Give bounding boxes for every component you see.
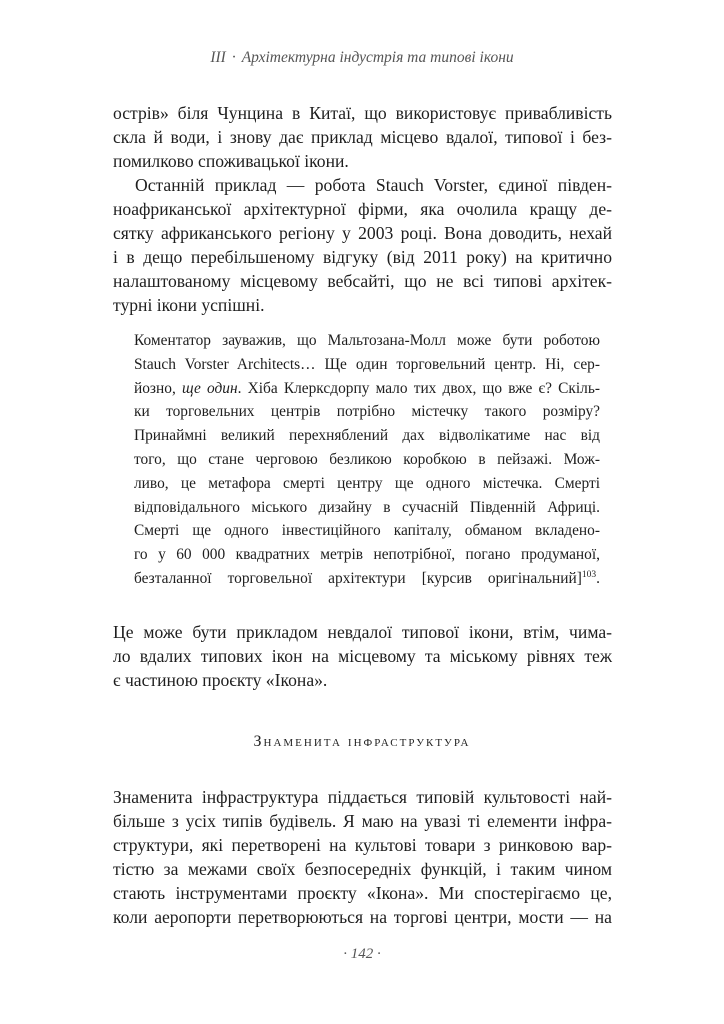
text-line: ло вдалих типових ікон на місцевому та міському рівнях теж	[113, 646, 612, 666]
section-heading: Знаменита інфраструктура	[253, 733, 471, 750]
quote-line: го у 60 000 квадратних метрів непотрібної, погано продуманої,	[134, 546, 600, 564]
quote-text: йозно,	[134, 379, 182, 397]
running-header	[0, 49, 724, 67]
chapter-number: III	[210, 49, 226, 66]
text-line: помилково споживацької ікони.	[113, 151, 349, 171]
text-line: тістю за межами своїх безпосередніх функцій, і таким чином	[113, 859, 612, 879]
header-separator: ·	[231, 49, 236, 66]
text-line: більше з усіх типів будівель. Я маю на увазі ті елементи інфра-	[113, 811, 612, 831]
text-line: і в дещо перебільшеному відгуку (від 2011 року) на критично	[113, 247, 612, 267]
text-line: Знаменита інфраструктура піддається типовій культовості най-	[113, 787, 612, 807]
footnote-ref[interactable]: 103	[581, 569, 597, 580]
paragraph-3	[113, 620, 612, 692]
quote-line: ки торговельних центрів потрібно містечку такого розміру?	[134, 403, 600, 421]
paragraph-4	[113, 785, 612, 929]
text-line: скла й води, і знову дає приклад місцево вдалої, типової і без-	[113, 127, 612, 147]
text-line: коли аеропорти перетворюються на торгові центри, мости — на	[113, 907, 612, 927]
paragraph-1	[113, 101, 612, 173]
quote-line	[134, 377, 600, 401]
quote-line: Принаймні великий перехняблений дах відволікатиме нас від	[134, 427, 600, 445]
text-line: ноафриканської архітектурної фірми, яка очолила кращу де-	[113, 199, 612, 219]
text-line: Це може бути прикладом невдалої типової ікони, втім, чима-	[113, 622, 612, 642]
text-line: налаштованому місцевому вебсайті, що не всі типові архітек-	[113, 271, 612, 291]
quote-text: .	[596, 569, 600, 587]
paragraph-2	[113, 173, 612, 317]
text-line: сятку африканського регіону у 2003 році. Вона доводить, нехай	[113, 223, 612, 243]
quote-line: Коментатор зауважив, що Мальтозана-Молл може бути роботою	[134, 332, 600, 349]
quote-line: відповідального міського дизайну в сучасній Південній Африці.	[134, 498, 600, 516]
quote-line: ливо, це метафора смерті центру ще одного містечка. Смерті	[134, 474, 600, 492]
text-line: турні ікони успішні.	[113, 295, 265, 315]
text-line: є частиною проєкту «Ікона».	[113, 670, 328, 690]
text-line: структури, які перетворені на культові товари з ринковою вар-	[113, 835, 612, 855]
page-number: · 142 ·	[343, 946, 381, 962]
quote-text: безталанної торговельної архітектури [курсив оригінальний]	[134, 569, 582, 587]
block-quote	[134, 329, 600, 591]
quote-line: того, що стане черговою безликою коробкою в пейзажі. Мож-	[134, 450, 600, 468]
quote-line: Stauch Vorster Architects… Ще один торговельний центр. Ні, сер-	[134, 355, 600, 373]
quote-text: . Хіба Клерксдорпу мало тих двох, що вже є? Скіль-	[237, 379, 600, 397]
text-line: острів» біля Чунцина в Китаї, що використовує привабливість	[113, 103, 612, 123]
text-line: стають інструментами проєкту «Ікона». Ми спостерігаємо це,	[113, 883, 612, 903]
quote-italic-text: ще один	[181, 379, 238, 397]
text-line: Останній приклад — робота Stauch Vorster, єдиної півден-	[135, 175, 612, 195]
chapter-title: Архітектурна індустрія та типові ікони	[241, 49, 514, 66]
quote-line: Смерті ще одного інвестиційного капіталу, обманом вкладено-	[134, 522, 600, 540]
quote-line	[134, 567, 600, 591]
